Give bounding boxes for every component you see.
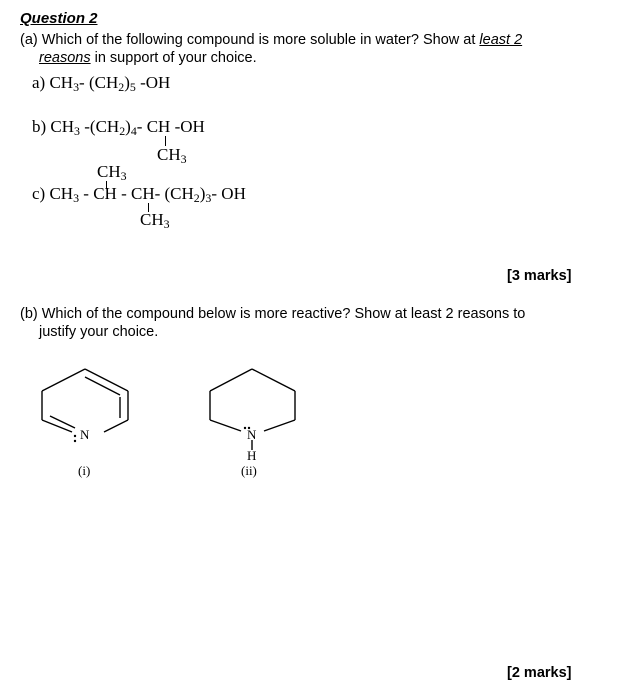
option-a-sub2: 2 (118, 80, 125, 94)
part-b-marks: [2 marks] (507, 665, 572, 681)
option-a-label: a) (32, 73, 46, 92)
option-c-bottom-sub: 3 (163, 217, 170, 231)
option-a-ch: CH (49, 73, 74, 92)
lone-pair-dots (74, 427, 250, 442)
option-b-branch-ch: CH (157, 145, 181, 164)
part-a-suffix: in support of your choice. (90, 50, 257, 66)
option-a-sub5: 5 (129, 80, 136, 94)
piperidine-hydrogen: H (247, 448, 257, 463)
structure-i-label: (i) (78, 463, 91, 478)
structure-ii-label: (ii) (241, 463, 257, 478)
pyridine-ring (42, 369, 128, 432)
option-a-oh: -OH (135, 73, 171, 92)
part-b-prompt-line2: justify your choice. (39, 324, 159, 340)
option-c-sub3: 3 (73, 191, 80, 205)
pyridine-nitrogen: N (80, 427, 90, 442)
piperidine-nitrogen: N (247, 427, 257, 442)
option-b-label: b) (32, 117, 47, 136)
option-c-subn: 3 (205, 191, 212, 205)
option-a-sub3: 3 (73, 80, 80, 94)
option-c-mid: - CH - CH- (CH (79, 184, 194, 203)
option-b-sub2: 2 (119, 124, 126, 138)
option-c-label: c) (32, 184, 46, 203)
option-b-ch: CH (50, 117, 75, 136)
option-a-paren: ) (124, 73, 130, 92)
part-a-emph-reasons: reasons (39, 50, 91, 66)
option-c-top-ch: CH (97, 162, 121, 181)
option-b-sub3: 3 (74, 124, 80, 138)
part-a-emph-least: least 2 (479, 32, 523, 48)
option-b-dash: - (136, 117, 147, 136)
option-c-ch: CH (49, 184, 74, 203)
option-b-mid: -(CH (80, 117, 120, 136)
option-c-top-sub: 3 (120, 169, 127, 183)
option-c-oh: - OH (211, 184, 246, 203)
part-a-marks: [3 marks] (507, 268, 572, 284)
option-a-part: - (CH (79, 73, 119, 92)
option-b-sub4: 4 (130, 124, 137, 138)
part-a-prefix: (a) Which of the following compound is more soluble in water? Show at (20, 32, 480, 48)
option-c-bottom-ch: CH (140, 210, 164, 229)
option-b-choh: CH -OH (146, 117, 205, 136)
option-b-branch-sub: 3 (180, 152, 187, 166)
question-title: Question 2 (20, 10, 98, 27)
option-b-paren: ) (125, 117, 131, 136)
part-b-prompt-line1: (b) Which of the compound below is more reactive? Show at least 2 reasons to (20, 306, 526, 322)
option-c-paren: ) (199, 184, 206, 203)
option-c-sub2: 2 (193, 191, 200, 205)
